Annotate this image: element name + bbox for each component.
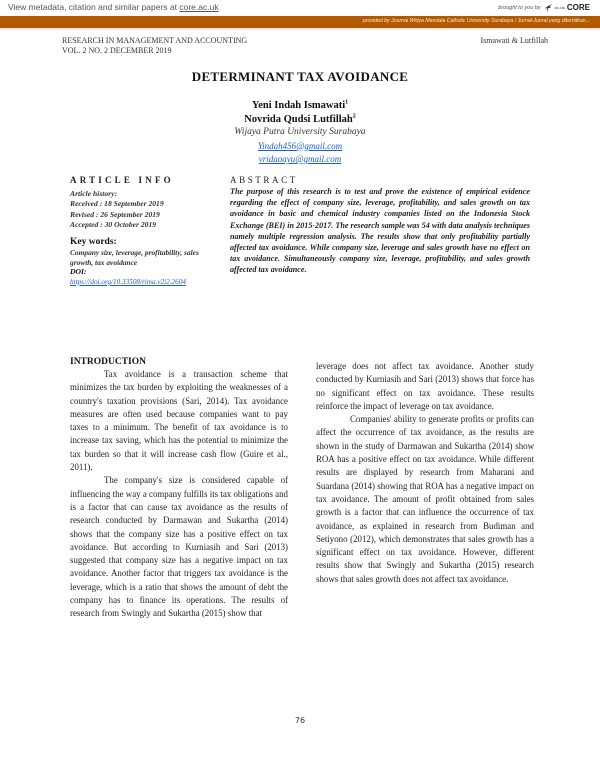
paper-title: DETERMINANT TAX AVOIDANCE bbox=[191, 69, 409, 84]
running-authors: Ismawati & Lutfillah bbox=[480, 36, 548, 45]
core-provider-bar bbox=[0, 16, 600, 28]
author-2: Novrida Qudsi Lutfillah$^2$ bbox=[244, 113, 356, 125]
received-date: Received : 18 September 2019 bbox=[70, 199, 164, 209]
article-history-label: Article history: bbox=[70, 189, 118, 198]
keywords-text: Company size, leverage, profitability, sales growth, tax avoidance bbox=[70, 248, 199, 267]
email-link-2[interactable]: vridaoayu@gmail.com bbox=[258, 154, 342, 164]
paragraph: Companies' ability to generate profits or profits can affect the occurrence of tax avoidance, as the results are shown in the study of Darmawan and Sukartha (2014) show ROA has a positive effect on tax avoidance. While different results are displayed by research from Maharani and Suardana (2014) showing that ROA has a negative impact on tax avoidance. The amount of profit obtained from sales growth is a factor that can influence the occurrence of tax avoidance, as explained in research from Budiman and Setiyono (2012), which demonstrates that sales growth has a significant effect on tax avoidance. However, different results show that Swingly and Sukartha (2015) research shows that sales growth does not affect tax avoidance. bbox=[316, 414, 534, 584]
core-bird-icon bbox=[544, 3, 553, 12]
email-link-1[interactable]: Yindah456@gmail.com bbox=[257, 140, 343, 151]
article-info-heading: ARTICLE INFO bbox=[70, 175, 174, 185]
introduction-heading: INTRODUCTION bbox=[70, 357, 147, 367]
abstract bbox=[230, 175, 530, 276]
running-header bbox=[62, 36, 548, 56]
core-logo[interactable]: ac.uk CORE bbox=[544, 3, 590, 12]
affiliation: Wijaya Putra University Surabaya bbox=[234, 127, 366, 137]
abstract-text: The purpose of this research is to test and prove the existence of empirical evidence regarding the effect of company size, leverage, profitability, and sales growth on tax avoidance in basic and chemical industry companies listed on the Indonesia Stock Exchange (BEI) in 2015-2017. The research sample was 54 with data analysis techniques namely multiple regression analysis. The results show that only profitability partially affected tax avoidance. While company size, leverage and sales growth have no effect on tax avoidance. Simultaneously company size, leverage, profitability, and sales growth affected tax avoidance. bbox=[230, 187, 530, 275]
keywords-heading: Key words: bbox=[70, 237, 117, 248]
doi-link[interactable]: https://doi.org/10.33508/rima.v2i2.2604 bbox=[70, 277, 186, 286]
body-column-left bbox=[70, 356, 288, 621]
journal-name: RESEARCH IN MANAGEMENT AND ACCOUNTING bbox=[62, 36, 248, 45]
journal-volume: VOL. 2 NO. 2 DECEMBER 2019 bbox=[62, 46, 172, 55]
doi-label: DOI: bbox=[70, 267, 87, 277]
paragraph: Tax avoidance is a transaction scheme that minimizes the tax burden by exploiting the weaknesses of a country's taxation provisions (Sari, 2014). Tax avoidance measures are often used because companies want to pay taxes to a minimum. The benefit of tax avoidance is to increase tax saving, which has the potential to minimize the tax burden so that it will increase cash flow (Guire et al., 2011). bbox=[70, 369, 288, 473]
core-link[interactable]: core.ac.uk bbox=[179, 2, 219, 12]
accepted-date: Accepted : 30 October 2019 bbox=[70, 219, 157, 229]
body-column-right bbox=[316, 360, 534, 586]
banner-divider bbox=[0, 28, 600, 30]
metadata-notice: View metadata, citation and similar papers at core.ac.uk bbox=[8, 2, 219, 12]
provided-by-text[interactable]: provided by Journal Widya Mandala Catholic University Surabaya / Jurnal-Jurnal yang diterbitkan... bbox=[362, 18, 590, 24]
brought-to-you-by: brought to you by ac.uk CORE bbox=[498, 3, 590, 12]
core-banner bbox=[0, 0, 600, 16]
author-1: Yeni Indah Ismawati$^1$ bbox=[251, 99, 349, 111]
revised-date: Revised : 26 September 2019 bbox=[70, 209, 160, 219]
paragraph: leverage does not affect tax avoidance. Another study conducted by Kurniasih and Sari (2013) shows that force has no significant effect on tax avoidance. These results reinforce the impact of leverage on tax avoidance. bbox=[316, 361, 534, 411]
page-number: 76 bbox=[294, 716, 306, 725]
paragraph: The company's size is considered capable of influencing the way a company fulfills its tax obligations and is a factor that can cause tax avoidance as the results of research conducted by Darmawan and Sukartha (2014) shows that the company size has a positive effect on tax avoidance. But according to Kurniasih and Sari (2013) suggested that company size has a negative impact on tax avoidance. Another factor that triggers tax avoidance is the leverage, which is a ratio that shows the amount of debt the company has to finance its operations. The results of research from Swingly and Sukartha (2015) show that bbox=[70, 475, 288, 619]
author-block bbox=[0, 99, 600, 167]
article-info bbox=[70, 175, 220, 287]
abstract-heading: ABSTRACT bbox=[230, 175, 298, 185]
